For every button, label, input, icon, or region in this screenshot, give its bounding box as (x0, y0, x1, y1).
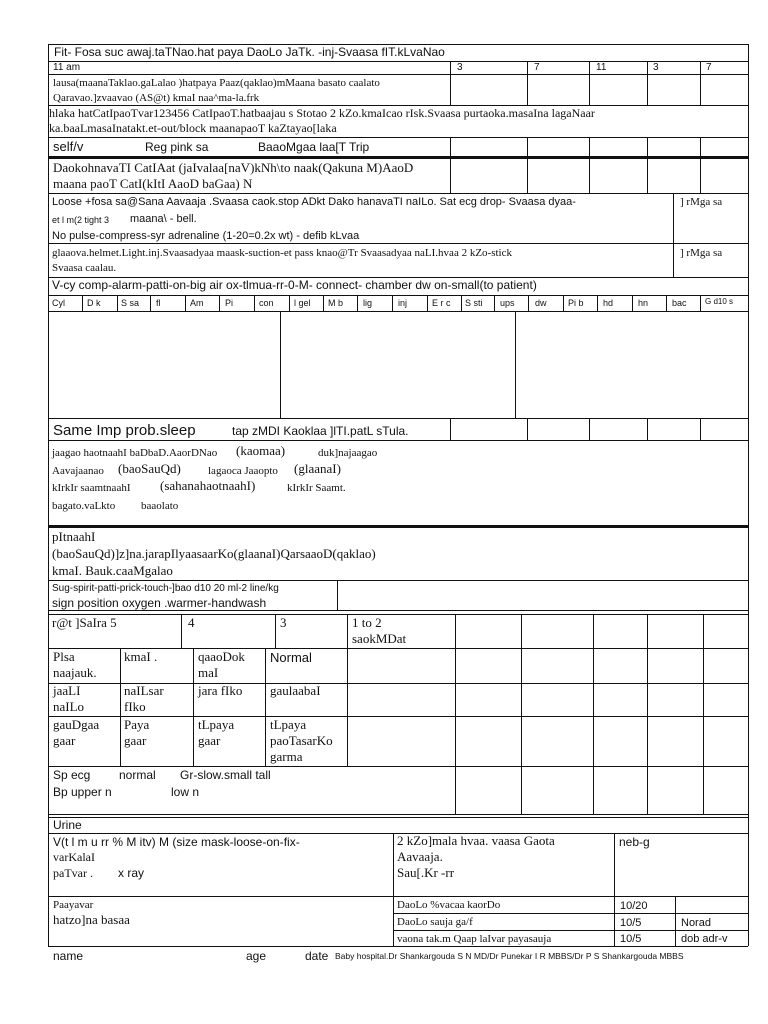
grid-header: E r c (432, 298, 451, 308)
plsa-cell: jara fIko (198, 683, 243, 698)
jaagao-text: (baoSauQd) (118, 461, 181, 476)
grid-header: S sti (465, 298, 483, 308)
jaagao-text: (kaomaa) (236, 443, 286, 458)
plsa-cell: Normal (270, 650, 312, 665)
score-cell: 11 (596, 62, 607, 73)
dose-extra: Norad (681, 917, 711, 929)
plsa-cell: garma (270, 749, 303, 764)
rat-score: saokMDat (352, 631, 407, 646)
jaagao-text: duk]najaagao (318, 447, 378, 459)
glaaova-line: glaaova.helmet.Light.inj.Svaasadyaa maask-suction-et pass knao@Tr Svaasadyaa naLI.hvaa 2 kZo-stick (52, 247, 512, 259)
plsa-cell: naILsar (124, 683, 164, 698)
grid-header: hn (638, 298, 649, 308)
rat-score: 4 (188, 615, 195, 630)
plsa-cell: maI (198, 665, 219, 680)
vcy-line: V-cy comp-alarm-patti-on-big air ox-tlmua-rr-0-M- connect- chamber dw on-small(to patient) (52, 278, 537, 292)
paayavar-label: Paayavar (53, 899, 94, 911)
grid-header: dw (535, 298, 547, 308)
reg-pink-label: Reg pink sa (145, 140, 209, 154)
time-label: 11 am (53, 62, 81, 73)
urine-line: x ray (118, 866, 145, 880)
form-title: Fit- Fosa suc awaj.taTNao.hat paya DaoLo JaTk. -inj-Svaasa fIT.kLvaNao (54, 45, 445, 59)
self-v-label: self/v (53, 139, 84, 154)
pitnaahi-line: pItnaahI (52, 529, 96, 544)
pitnaahi-line: kmaI. Bauk.caaMgalao (52, 563, 173, 578)
score-cell: 7 (706, 62, 712, 73)
rat-score: 1 to 2 (352, 615, 382, 630)
score-cell: 3 (457, 62, 463, 73)
jaagao-text: bagato.vaLkto (52, 500, 116, 512)
same-imp-rest: tap zMDI Kaoklaa ]lTI.patL sTula. (232, 424, 409, 438)
trip-label: BaaoMgaa laa[T Trip (258, 140, 370, 154)
hlaka-line: hlaka hatCatIpaoTvar123456 CatIpaoT.hatbaajau s Stotao 2 kZo.kmaIcao rIsk.Svaasa purtaoka.masaIna lagaNaar (49, 106, 595, 120)
jaagao-text: lagaoca Jaaopto (208, 465, 278, 477)
rat-label: r@t ]SaIra 5 (52, 615, 117, 630)
grid-header: Cyl (52, 298, 65, 308)
urine-mid: Sau[.Kr -rr (397, 865, 455, 880)
plsa-cell: Paya (124, 717, 150, 732)
header-line: Qaravao.]zvaavao (AS@t) kmaI naa^ma-la.frk (53, 92, 260, 104)
low-label: low n (171, 785, 200, 799)
urine-line: V(t l m u rr % M itv) M (size mask-loose-on-fix- (53, 835, 300, 849)
urine-label: Urine (53, 818, 82, 832)
urine-mid: Aavaaja. (397, 849, 443, 864)
grid-header: Pi b (568, 298, 584, 308)
dose-value: 10/5 (620, 917, 642, 929)
footer-age-label: age (246, 949, 267, 963)
normal-label: normal (119, 768, 156, 782)
sp-ecg-label: Sp ecg (53, 768, 91, 782)
loose-line: No pulse-compress-syr adrenaline (1-20=0.2x wt) - defib kLvaa (52, 230, 360, 242)
grid-header: hd (603, 298, 614, 308)
grid-header: S sa (121, 298, 140, 308)
jaagao-text: kIrkIr Saamt. (287, 482, 346, 494)
loose-line: Loose +fosa sa@Sana Aavaaja .Svaasa caok.stop ADkt Dako hanavaTI naILo. Sat ecg drop- Svaasa dyaa- (52, 196, 576, 208)
plsa-cell: paoTasarKo (270, 733, 333, 748)
grid-header: l gel (294, 298, 311, 308)
header-line: lausa(maanaTaklao.gaLalao )hatpaya Paaz(qaklao)mMaana basato caalato (53, 77, 380, 89)
jaagao-text: Aavajaanao (52, 465, 104, 477)
plsa-cell: gaar (198, 733, 221, 748)
plsa-cell: Plsa (53, 649, 75, 664)
grid-header: fl (156, 298, 161, 308)
jaagao-text: baaolato (141, 500, 179, 512)
plsa-cell: naILo (53, 699, 85, 714)
grid-header: Am (190, 298, 204, 308)
side-note: ] rMga sa (680, 247, 723, 259)
grid-header: bac (672, 298, 687, 308)
grid-header: lig (363, 298, 373, 308)
plsa-cell: gaulaabaI (270, 683, 321, 698)
sug-line: Sug-spirit-patti-prick-touch-]bao d10 20 ml-2 line/kg (52, 583, 279, 594)
grid-header: Pi (225, 298, 234, 308)
loose-line: maana\ - bell. (130, 213, 197, 225)
footer-date-label: date (305, 949, 329, 963)
footer-name-label: name (53, 949, 84, 963)
dose-label: vaona tak.m Qaap laIvar payasauja (397, 933, 552, 945)
plsa-cell: naajauk. (53, 665, 97, 680)
sug-line: sign position oxygen .warmer-handwash (52, 596, 267, 610)
dose-label: DaoLo %vacaa kaorDo (397, 899, 501, 911)
neb-label: neb-g (619, 835, 650, 849)
hlaka-line: ka.baaLmasaInatakt.et-out/block maanapaoT kaZtayao[laka (49, 121, 337, 135)
urine-line: varKalaI (53, 850, 95, 864)
grid-header: D k (87, 298, 101, 308)
plsa-cell: kmaI . (124, 649, 158, 664)
plsa-cell: fIko (124, 699, 146, 714)
jaagao-text: jaagao haotnaahI baDbaD.AaorDNao (52, 447, 218, 459)
grid-header: G d10 s (705, 297, 734, 306)
daokohna-line: DaokohnavaTI CatIAat (jaIvalaa[naV)kNh\to naak(Qakuna M)AaoD (53, 160, 414, 175)
plsa-cell: qaaoDok (198, 649, 245, 664)
plsa-cell: gauDgaa (53, 717, 100, 732)
plsa-cell: tLpaya (198, 717, 235, 732)
grid-header: ups (500, 298, 515, 308)
dose-value: 10/5 (620, 933, 642, 945)
score-cell: 3 (653, 62, 659, 73)
loose-line-small: et l m(2 tight 3 (52, 215, 110, 225)
grid-header: inj (398, 298, 408, 308)
dose-label: DaoLo sauja ga/f (397, 916, 473, 928)
gr-label: Gr-slow.small tall (180, 768, 271, 782)
jaagao-text: (sahanahaotnaahI) (160, 478, 256, 493)
glaaova-line: Svaasa caalau. (52, 262, 117, 274)
jaagao-text: kIrkIr saamtnaahI (52, 482, 131, 494)
bp-label: Bp upper n (53, 785, 112, 799)
plsa-cell: jaaLI (53, 683, 81, 698)
urine-mid: 2 kZo]mala hvaa. vaasa Gaota (397, 833, 555, 848)
grid-header: con (259, 298, 274, 308)
plsa-cell: tLpaya (270, 717, 307, 732)
hospital-line: Baby hospital.Dr Shankargouda S N MD/Dr Punekar I R MBBS/Dr P S Shankargouda MBBS (335, 951, 684, 961)
hatzo-label: hatzo]na basaa (53, 912, 130, 927)
plsa-cell: gaar (53, 733, 76, 748)
dose-extra: dob adr-v (681, 933, 728, 945)
urine-line: paTvar . (53, 866, 93, 880)
side-note: ] rMga sa (680, 196, 723, 208)
pitnaahi-line: (baoSauQd)]z]na.jarapIlyaasaarKo(glaanaI)QarsaaoD(qaklao) (52, 546, 376, 561)
dose-value: 10/20 (620, 900, 648, 912)
plsa-cell: gaar (124, 733, 147, 748)
same-imp-label: Same Imp prob.sleep (53, 422, 196, 439)
score-cell: 7 (534, 62, 540, 73)
grid-header: M b (328, 298, 344, 308)
rat-score: 3 (280, 615, 287, 630)
daokohna-line: maana paoT CatI(kItI AaoD baGaa) N (53, 176, 253, 191)
jaagao-text: (glaanaI) (294, 461, 341, 476)
